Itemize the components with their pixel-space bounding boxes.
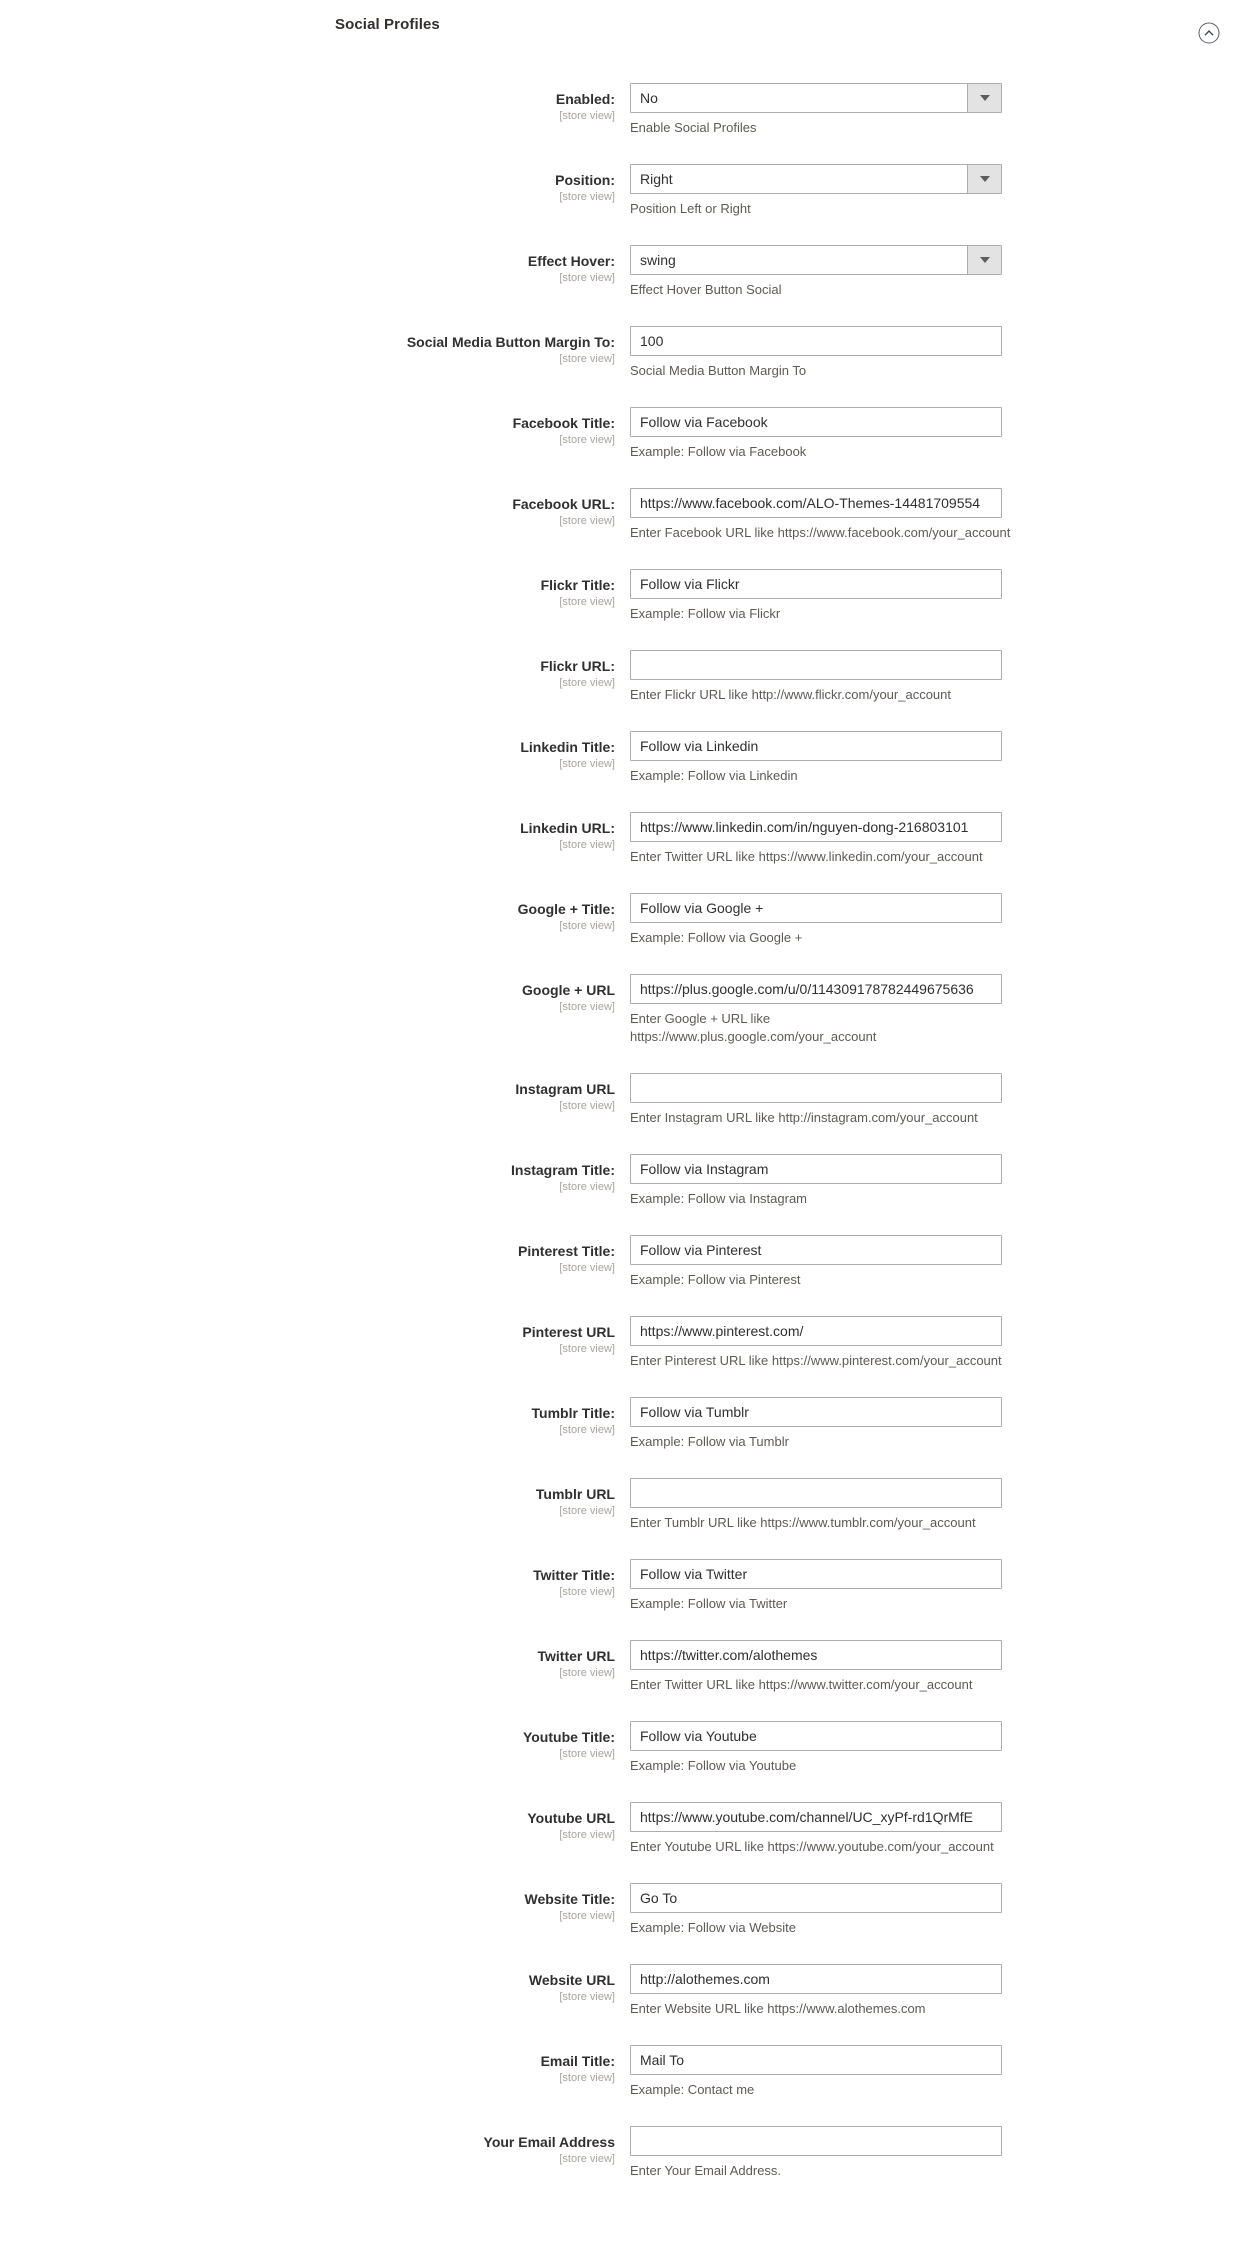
field-label-cell: [0, 2126, 615, 2180]
field-row: [0, 164, 1256, 218]
select-value: swing: [640, 252, 676, 268]
field-input-cell: [630, 83, 1210, 137]
field-input-cell: [630, 326, 1210, 380]
field-helper: Enter Google + URL like https://www.plus.google.com/your_account: [630, 1011, 877, 1044]
field-scope-label: [store view]: [559, 758, 615, 770]
twitter-title-input[interactable]: [630, 1559, 1002, 1589]
field-label: Instagram Title:: [511, 1162, 615, 1178]
field-row: [0, 1964, 1256, 2018]
field-scope-label: [store view]: [559, 515, 615, 527]
field-helper: Enter Instagram URL like http://instagram.com/your_account: [630, 1110, 978, 1125]
field-label-cell: [0, 83, 615, 137]
field-label: Google + Title:: [517, 901, 615, 917]
field-label-cell: [0, 1316, 615, 1370]
field-scope-label: [store view]: [559, 1424, 615, 1436]
field-input-cell: [630, 569, 1210, 623]
field-label: Pinterest URL: [522, 1324, 615, 1340]
field-label-cell: [0, 1478, 615, 1532]
field-input-cell: [630, 1883, 1210, 1937]
position-select[interactable]: [630, 164, 1002, 194]
field-label-cell: [0, 1883, 615, 1937]
field-scope-label: [store view]: [559, 596, 615, 608]
field-label: Linkedin URL:: [520, 820, 615, 836]
field-scope-label: [store view]: [559, 1748, 615, 1760]
field-row: [0, 1316, 1256, 1370]
field-input-cell: [630, 407, 1210, 461]
field-label: Youtube Title:: [522, 1729, 615, 1745]
dropdown-arrow-icon: [967, 165, 1001, 193]
field-scope-label: [store view]: [559, 191, 615, 203]
field-helper: Social Media Button Margin To: [630, 363, 807, 378]
effect-hover-select[interactable]: [630, 245, 1002, 275]
tumblr-title-input[interactable]: [630, 1397, 1002, 1427]
section-title: Social Profiles: [335, 16, 440, 33]
field-scope-label: [store view]: [559, 434, 615, 446]
field-helper: Example: Follow via Website: [630, 1920, 796, 1935]
field-row: [0, 731, 1256, 785]
field-input-cell: [630, 1964, 1210, 2018]
field-input-cell: [630, 1721, 1210, 1775]
field-label-cell: [0, 569, 615, 623]
google-plus-url-input[interactable]: [630, 974, 1002, 1004]
field-row: [0, 650, 1256, 704]
field-label: Position:: [555, 172, 615, 188]
field-row: [0, 1073, 1256, 1127]
field-label: Email Title:: [540, 2053, 615, 2069]
field-scope-label: [store view]: [559, 272, 615, 284]
field-label-cell: [0, 1073, 615, 1127]
field-label: Effect Hover:: [527, 253, 615, 269]
field-row: [0, 893, 1256, 947]
field-row: [0, 1397, 1256, 1451]
field-label-cell: [0, 650, 615, 704]
google-plus-title-input[interactable]: [630, 893, 1002, 923]
field-label-cell: [0, 893, 615, 947]
field-row: [0, 1640, 1256, 1694]
field-scope-label: [store view]: [559, 1586, 615, 1598]
pinterest-title-input[interactable]: [630, 1235, 1002, 1265]
field-row: [0, 1721, 1256, 1775]
youtube-title-input[interactable]: [630, 1721, 1002, 1751]
enabled-select[interactable]: [630, 83, 1002, 113]
field-helper: Example: Follow via Pinterest: [630, 1272, 801, 1287]
tumblr-url-input[interactable]: [630, 1478, 1002, 1508]
field-label-cell: [0, 1802, 615, 1856]
field-helper: Enter Tumblr URL like https://www.tumblr.com/your_account: [630, 1515, 976, 1530]
field-label: Website Title:: [524, 1891, 615, 1907]
field-helper: Enter Flickr URL like http://www.flickr.com/your_account: [630, 687, 952, 702]
field-scope-label: [store view]: [559, 1910, 615, 1922]
collapse-section-button[interactable]: [1198, 22, 1220, 44]
select-value: No: [640, 90, 658, 106]
field-helper: Example: Follow via Youtube: [630, 1758, 797, 1773]
field-scope-label: [store view]: [559, 1829, 615, 1841]
field-row: [0, 1478, 1256, 1532]
field-scope-label: [store view]: [559, 1667, 615, 1679]
field-input-cell: [630, 812, 1210, 866]
field-label: Google + URL: [522, 982, 615, 998]
field-label-cell: [0, 1235, 615, 1289]
field-label: Enabled:: [555, 91, 615, 107]
field-input-cell: [630, 974, 1210, 1046]
field-scope-label: [store view]: [559, 1343, 615, 1355]
field-helper: Enter Website URL like https://www.alothemes.com: [630, 2001, 926, 2016]
field-input-cell: [630, 1640, 1210, 1694]
field-scope-label: [store view]: [559, 110, 615, 122]
field-label: Flickr Title:: [540, 577, 615, 593]
field-label-cell: [0, 1154, 615, 1208]
field-scope-label: [store view]: [559, 2072, 615, 2084]
field-helper: Example: Follow via Facebook: [630, 444, 807, 459]
select-value: Right: [640, 171, 673, 187]
field-scope-label: [store view]: [559, 353, 615, 365]
field-label: Tumblr Title:: [531, 1405, 615, 1421]
field-row: [0, 83, 1256, 137]
field-row: [0, 488, 1256, 542]
flickr-title-input[interactable]: [630, 569, 1002, 599]
field-helper: Example: Follow via Linkedin: [630, 768, 798, 783]
field-label: Social Media Button Margin To:: [406, 334, 615, 350]
field-scope-label: [store view]: [559, 839, 615, 851]
chevron-up-circle-icon: [1198, 32, 1220, 47]
social-media-button-margin-to-input[interactable]: [630, 326, 1002, 356]
field-label: Twitter URL: [537, 1648, 615, 1664]
field-label: Tumblr URL: [535, 1486, 615, 1502]
field-input-cell: [630, 245, 1210, 299]
field-label-cell: [0, 1559, 615, 1613]
field-label: Website URL: [528, 1972, 615, 1988]
fields-container: [0, 83, 1256, 2180]
field-row: [0, 1235, 1256, 1289]
field-scope-label: [store view]: [559, 1001, 615, 1013]
youtube-url-input[interactable]: [630, 1802, 1002, 1832]
field-input-cell: [630, 1073, 1210, 1127]
field-helper: Enter Facebook URL like https://www.facebook.com/your_account: [630, 525, 1011, 540]
field-label-cell: [0, 164, 615, 218]
field-input-cell: [630, 1316, 1210, 1370]
field-input-cell: [630, 1478, 1210, 1532]
field-label-cell: [0, 731, 615, 785]
field-label-cell: [0, 488, 615, 542]
field-row: [0, 1883, 1256, 1937]
field-label: Flickr URL:: [540, 658, 615, 674]
website-url-input[interactable]: [630, 1964, 1002, 1994]
field-row: [0, 245, 1256, 299]
field-helper: Enable Social Profiles: [630, 120, 757, 135]
field-scope-label: [store view]: [559, 1181, 615, 1193]
pinterest-url-input[interactable]: [630, 1316, 1002, 1346]
flickr-url-input[interactable]: [630, 650, 1002, 680]
field-label: Pinterest Title:: [518, 1243, 615, 1259]
your-email-address-input[interactable]: [630, 2126, 1002, 2156]
field-label: Facebook URL:: [512, 496, 615, 512]
twitter-url-input[interactable]: [630, 1640, 1002, 1670]
field-label: Youtube URL: [527, 1810, 615, 1826]
field-scope-label: [store view]: [559, 1262, 615, 1274]
field-input-cell: [630, 1802, 1210, 1856]
field-scope-label: [store view]: [559, 920, 615, 932]
field-input-cell: [630, 731, 1210, 785]
field-helper: Example: Follow via Google +: [630, 930, 803, 945]
linkedin-url-input[interactable]: [630, 812, 1002, 842]
field-helper: Example: Follow via Tumblr: [630, 1434, 789, 1449]
field-label-cell: [0, 1964, 615, 2018]
facebook-url-input[interactable]: [630, 488, 1002, 518]
field-row: [0, 1559, 1256, 1613]
field-helper: Example: Follow via Flickr: [630, 606, 781, 621]
instagram-url-input[interactable]: [630, 1073, 1002, 1103]
field-row: [0, 2126, 1256, 2180]
field-helper: Example: Follow via Instagram: [630, 1191, 808, 1206]
field-scope-label: [store view]: [559, 2153, 615, 2165]
linkedin-title-input[interactable]: [630, 731, 1002, 761]
field-input-cell: [630, 2045, 1210, 2099]
field-scope-label: [store view]: [559, 677, 615, 689]
field-scope-label: [store view]: [559, 1100, 615, 1112]
dropdown-arrow-icon: [967, 84, 1001, 112]
field-row: [0, 326, 1256, 380]
field-row: [0, 812, 1256, 866]
field-input-cell: [630, 1397, 1210, 1451]
field-scope-label: [store view]: [559, 1991, 615, 2003]
field-helper: Enter Twitter URL like https://www.twitter.com/your_account: [630, 1677, 973, 1692]
field-helper: Enter Twitter URL like https://www.linkedin.com/your_account: [630, 849, 983, 864]
website-title-input[interactable]: [630, 1883, 1002, 1913]
email-title-input[interactable]: [630, 2045, 1002, 2075]
field-helper: Example: Contact me: [630, 2082, 755, 2097]
field-label-cell: [0, 407, 615, 461]
facebook-title-input[interactable]: [630, 407, 1002, 437]
field-helper: Enter Your Email Address.: [630, 2163, 782, 2178]
field-input-cell: [630, 488, 1210, 542]
field-helper-line2: https://www.plus.google.com/your_account: [630, 1029, 877, 1044]
field-input-cell: [630, 650, 1210, 704]
field-label: Linkedin Title:: [520, 739, 615, 755]
field-input-cell: [630, 1154, 1210, 1208]
field-row: [0, 974, 1256, 1046]
field-label: Your Email Address: [483, 2134, 615, 2150]
instagram-title-input[interactable]: [630, 1154, 1002, 1184]
field-label-cell: [0, 812, 615, 866]
dropdown-arrow-icon: [967, 246, 1001, 274]
field-label-cell: [0, 1721, 615, 1775]
field-row: [0, 569, 1256, 623]
field-scope-label: [store view]: [559, 1505, 615, 1517]
field-helper: Position Left or Right: [630, 201, 751, 216]
field-label-cell: [0, 1640, 615, 1694]
field-helper: Effect Hover Button Social: [630, 282, 782, 297]
field-helper: Example: Follow via Twitter: [630, 1596, 788, 1611]
field-label-cell: [0, 2045, 615, 2099]
field-input-cell: [630, 2126, 1210, 2180]
field-label: Facebook Title:: [512, 415, 615, 431]
field-input-cell: [630, 1559, 1210, 1613]
field-label-cell: [0, 974, 615, 1046]
field-input-cell: [630, 164, 1210, 218]
field-row: [0, 407, 1256, 461]
field-input-cell: [630, 893, 1210, 947]
field-helper: Enter Youtube URL like https://www.youtube.com/your_account: [630, 1839, 994, 1854]
field-label: Twitter Title:: [533, 1567, 615, 1583]
field-row: [0, 1802, 1256, 1856]
field-label-cell: [0, 245, 615, 299]
field-row: [0, 1154, 1256, 1208]
field-label-cell: [0, 326, 615, 380]
field-label-cell: [0, 1397, 615, 1451]
field-row: [0, 2045, 1256, 2099]
field-label: Instagram URL: [515, 1081, 615, 1097]
field-input-cell: [630, 1235, 1210, 1289]
field-helper: Enter Pinterest URL like https://www.pinterest.com/your_account: [630, 1353, 1002, 1368]
